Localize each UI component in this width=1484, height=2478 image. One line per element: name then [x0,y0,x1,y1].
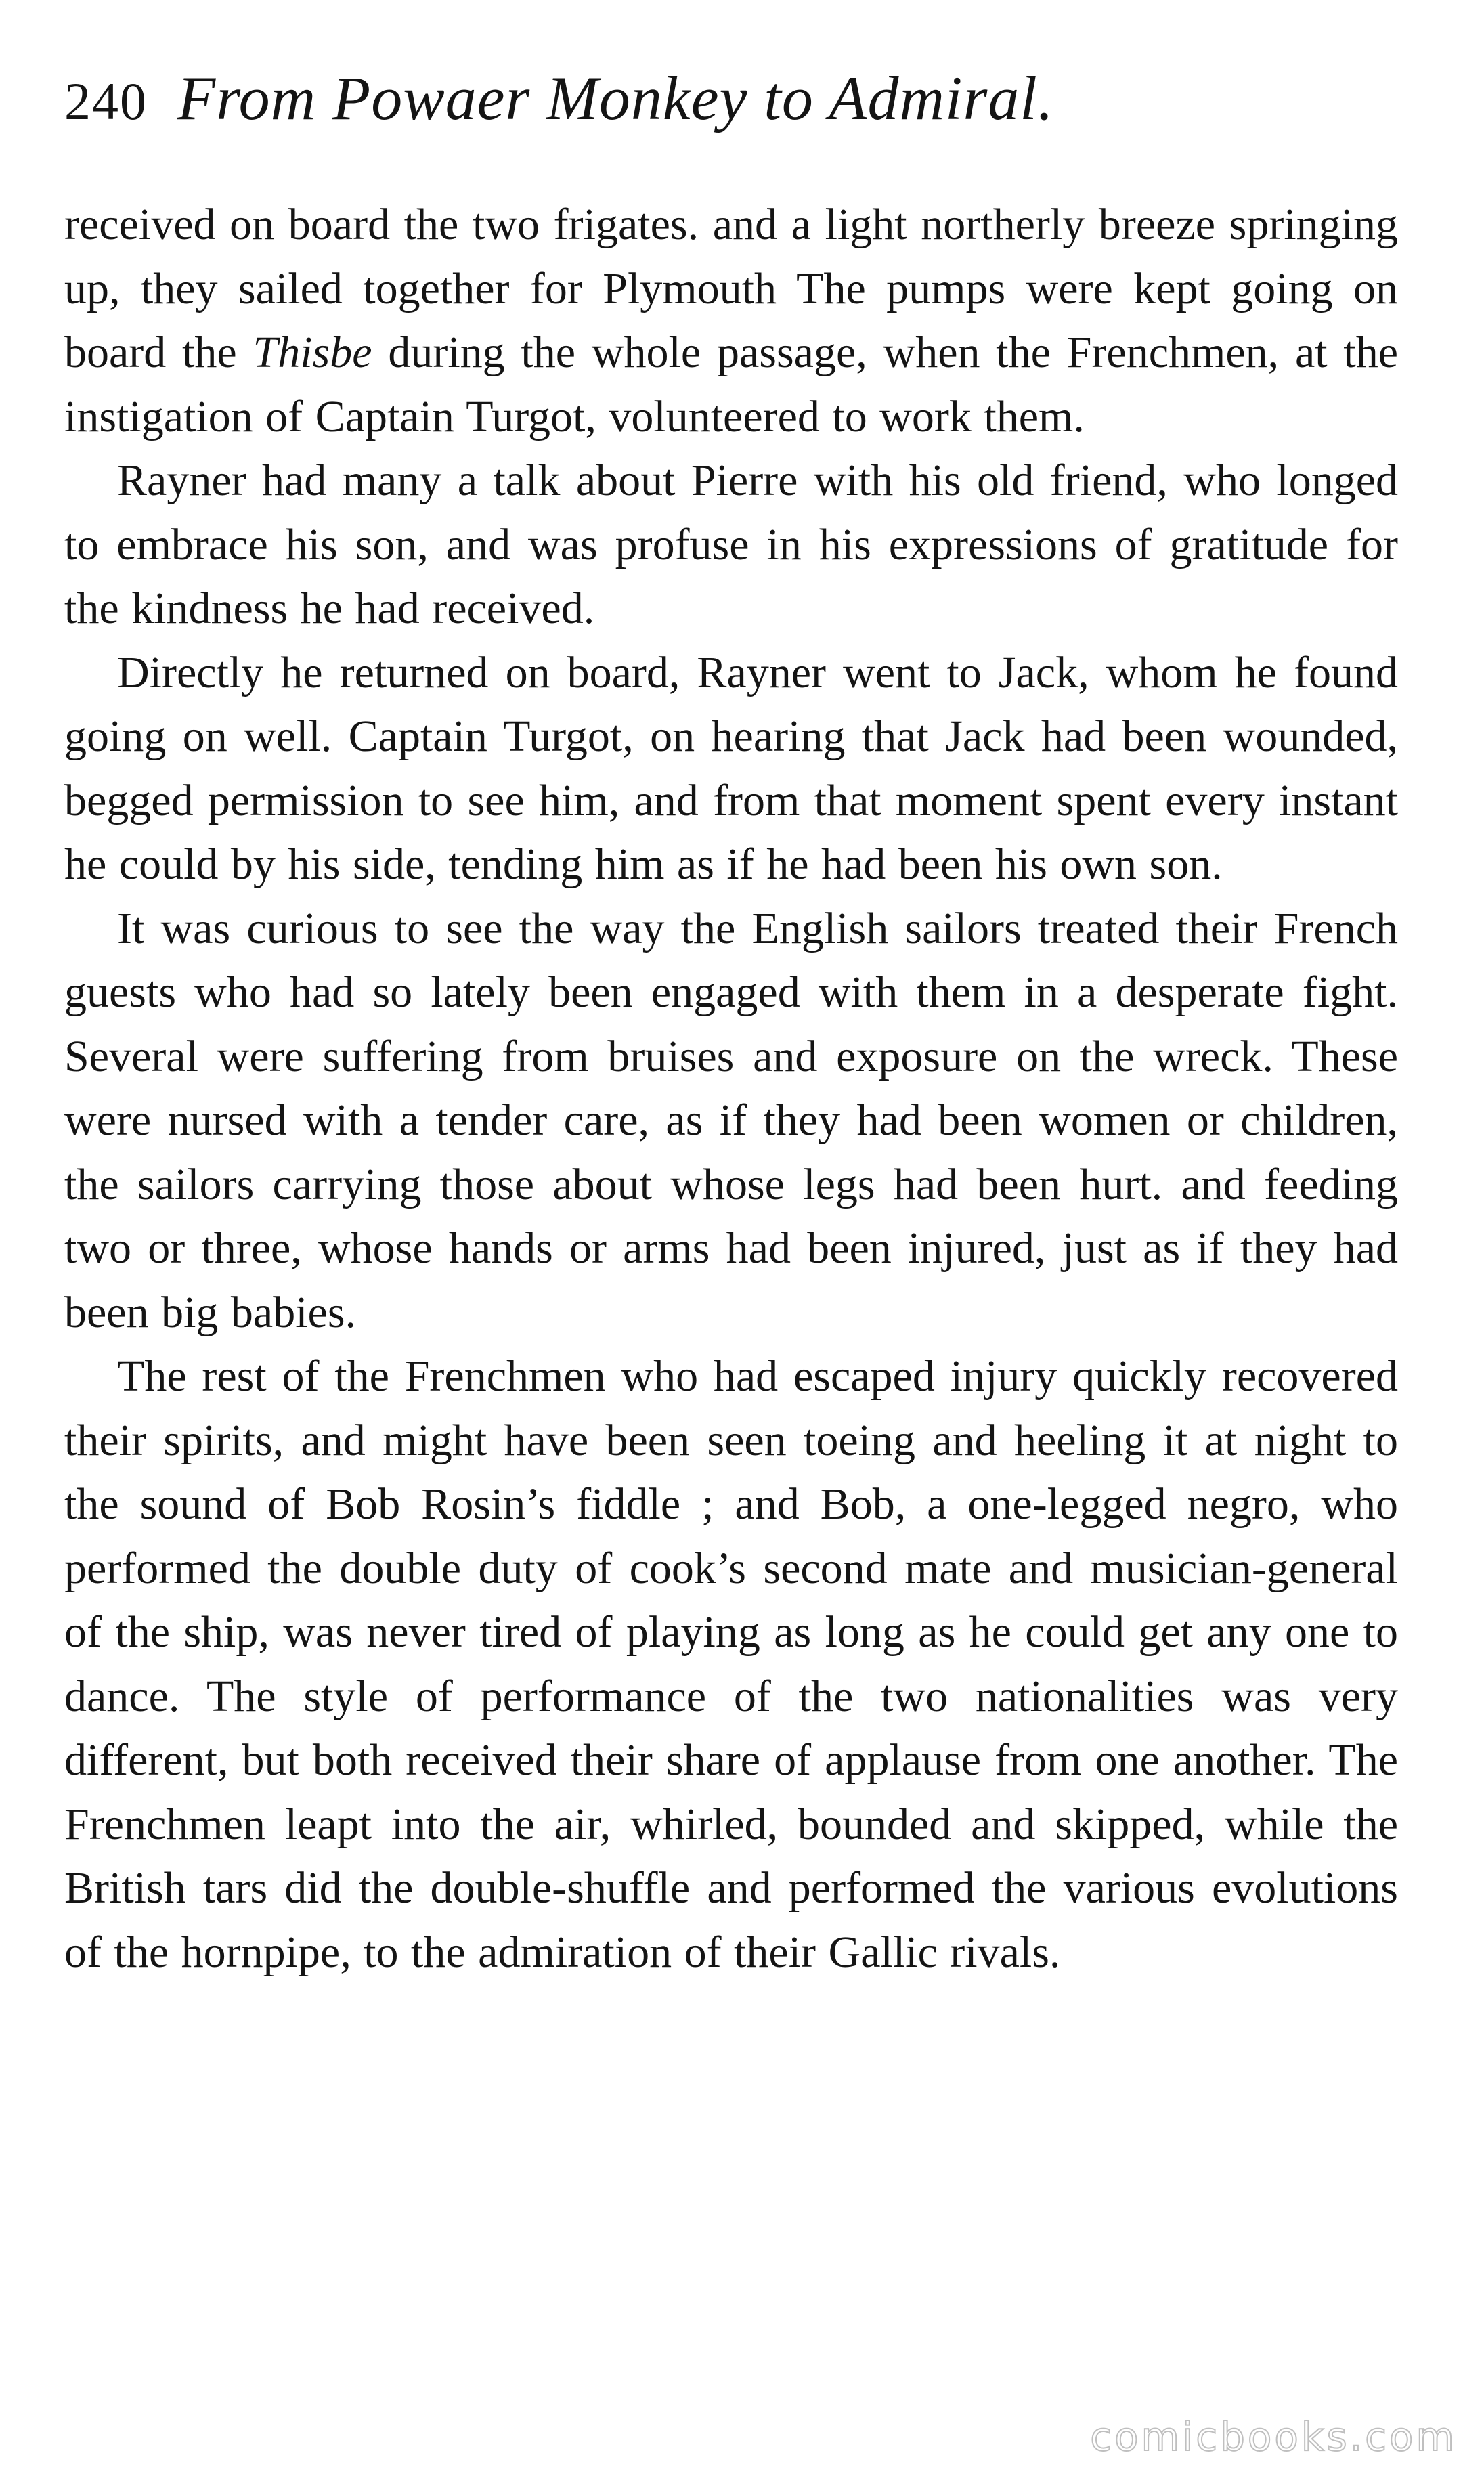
ship-name-italic: Thisbe [253,328,372,377]
running-title: From Powaer Monkey to Admiral. [177,64,1054,133]
page-number: 240 [64,72,148,131]
body-text [64,193,1398,1984]
paragraph-1-text-after: during the whole passage, when the Frenchmen, at the instigation of Captain Turgot, volunteered to work them. [64,328,1399,441]
paragraph-4: It was curious to see the way the English sailors treated their French guests who had so lately been engaged with them in a desperate fight. Several were suffering from bruises and exposure on the wreck. These were nursed with a tender care, as if they had been women or children, the sailors carrying those about whose legs had been hurt. and feeding two or three, whose hands or arms had been injured, just as if they had been big babies. [64,903,1398,1337]
paragraph-1-text-before: received on board the two frigates. and a light northerly breeze springing up, they sailed together for Plymouth The pumps were kept going on board the [64,200,1398,377]
running-head [64,62,1418,144]
paragraph-1 [64,193,1398,449]
paragraph-3: Directly he returned on board, Rayner went to Jack, whom he found going on well. Captain Turgot, on hearing that Jack had been wounded, begged permission to see him, and from that moment spent every instant he could by his side, tending him as if he had been his own son. [64,647,1398,889]
paragraph-5: The rest of the Frenchmen who had escaped injury quickly recovered their spirits, and might have been seen toeing and heeling it at night to the sound of Bob Rosin’s fiddle ; and Bob, a one-legged negro, who performed the double duty of cook’s second mate and musician-general of the ship, was never tired of playing as long as he could get any one to dance. The style of performance of the two nationalities was very different, but both received their share of applause from one another. The Frenchmen leapt into the air, whirled, bounded and skipped, while the British tars did the double-shuffle and performed the various evolutions of the hornpipe, to the admiration of their Gallic rivals. [64,1351,1398,1977]
paragraph-2: Rayner had many a talk about Pierre with his old friend, who longed to embrace his son, and was profuse in his expressions of gratitude for the kindness he had received. [64,456,1398,633]
watermark: comicbooks.com [1090,2414,1457,2460]
